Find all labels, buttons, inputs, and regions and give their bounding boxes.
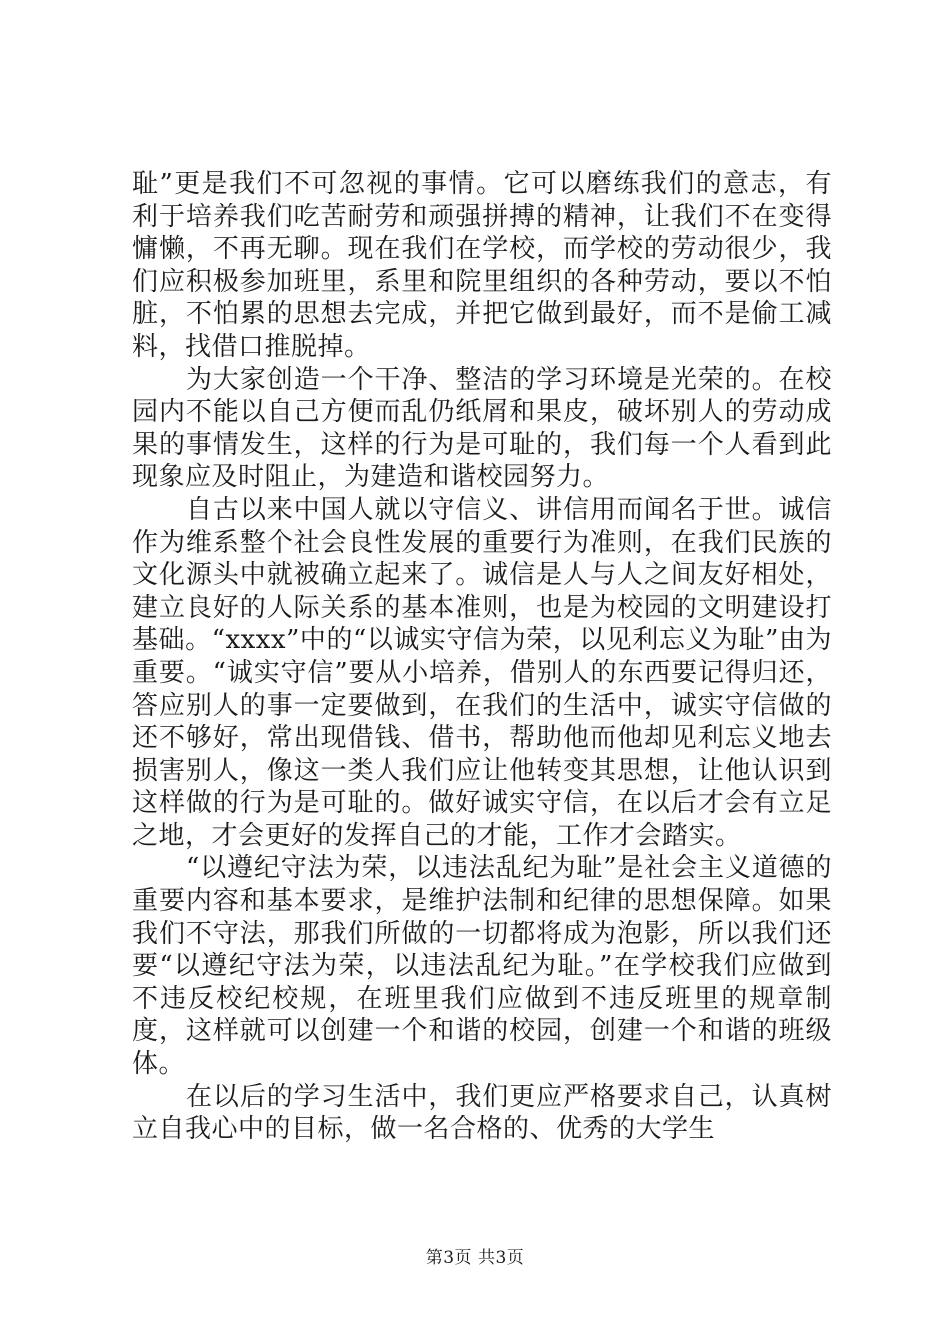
paragraph-conclusion: 在以后的学习生活中，我们更应严格要求自己，认真树立自我心中的目标，做一名合格的、优秀的大学生 [132,1081,832,1145]
page-footer: 第3页 共3页 [425,1248,525,1268]
paragraph-continued: 耻”更是我们不可忽视的事情。它可以磨练我们的意志，有利于培养我们吃苦耐劳和顽强拼搏的精神，让我们不在变得慵懒，不再无聊。现在我们在学校，而学校的劳动很少，我们应积极参加班里，系里和院里组织的各种劳动，要以不怕脏，不怕累的思想去完成，并把它做到最好，而不是偷工减料，找借口推脱掉。 [132,169,832,362]
paragraph-honesty: 自古以来中国人就以守信义、讲信用而闻名于世。诚信作为维系整个社会良性发展的重要行为准则，在我们民族的文化源头中就被确立起来了。诚信是人与人之间友好相处，建立良好的人际关系的基本准则，也是为校园的文明建设打基础。“xxxx”中的“以诚实守信为荣，以见利忘义为耻”由为重要。“诚实守信”要从小培养，借别人的东西要记得归还，答应别人的事一定要做到，在我们的生活中，诚实守信做的还不够好，常出现借钱、借书，帮助他而他却见利忘义地去损害别人，像这一类人我们应让他转变其思想，让他认识到这样做的行为是可耻的。做好诚实守信，在以后才会有立足之地，才会更好的发挥自己的才能，工作才会踏实。 [132,494,832,851]
paragraph-law: “以遵纪守法为荣，以违法乱纪为耻”是社会主义道德的重要内容和基本要求，是维护法制和纪律的思想保障。如果我们不守法，那我们所做的一切都将成为泡影，所以我们还要“以遵纪守法为荣，以违法乱纪为耻。”在学校我们应做到不违反校纪校规，在班里我们应做到不违反班里的规章制度，这样就可以创建一个和谐的校园，创建一个和谐的班级体。 [132,853,832,1080]
document-body [132,168,832,1146]
paragraph-clean-environment: 为大家创造一个干净、整洁的学习环境是光荣的。在校园内不能以自己方便而乱仍纸屑和果皮，破坏别人的劳动成果的事情发生，这样的行为是可耻的，我们每一个人看到此现象应及时阻止，为建造和谐校园努力。 [132,364,832,493]
